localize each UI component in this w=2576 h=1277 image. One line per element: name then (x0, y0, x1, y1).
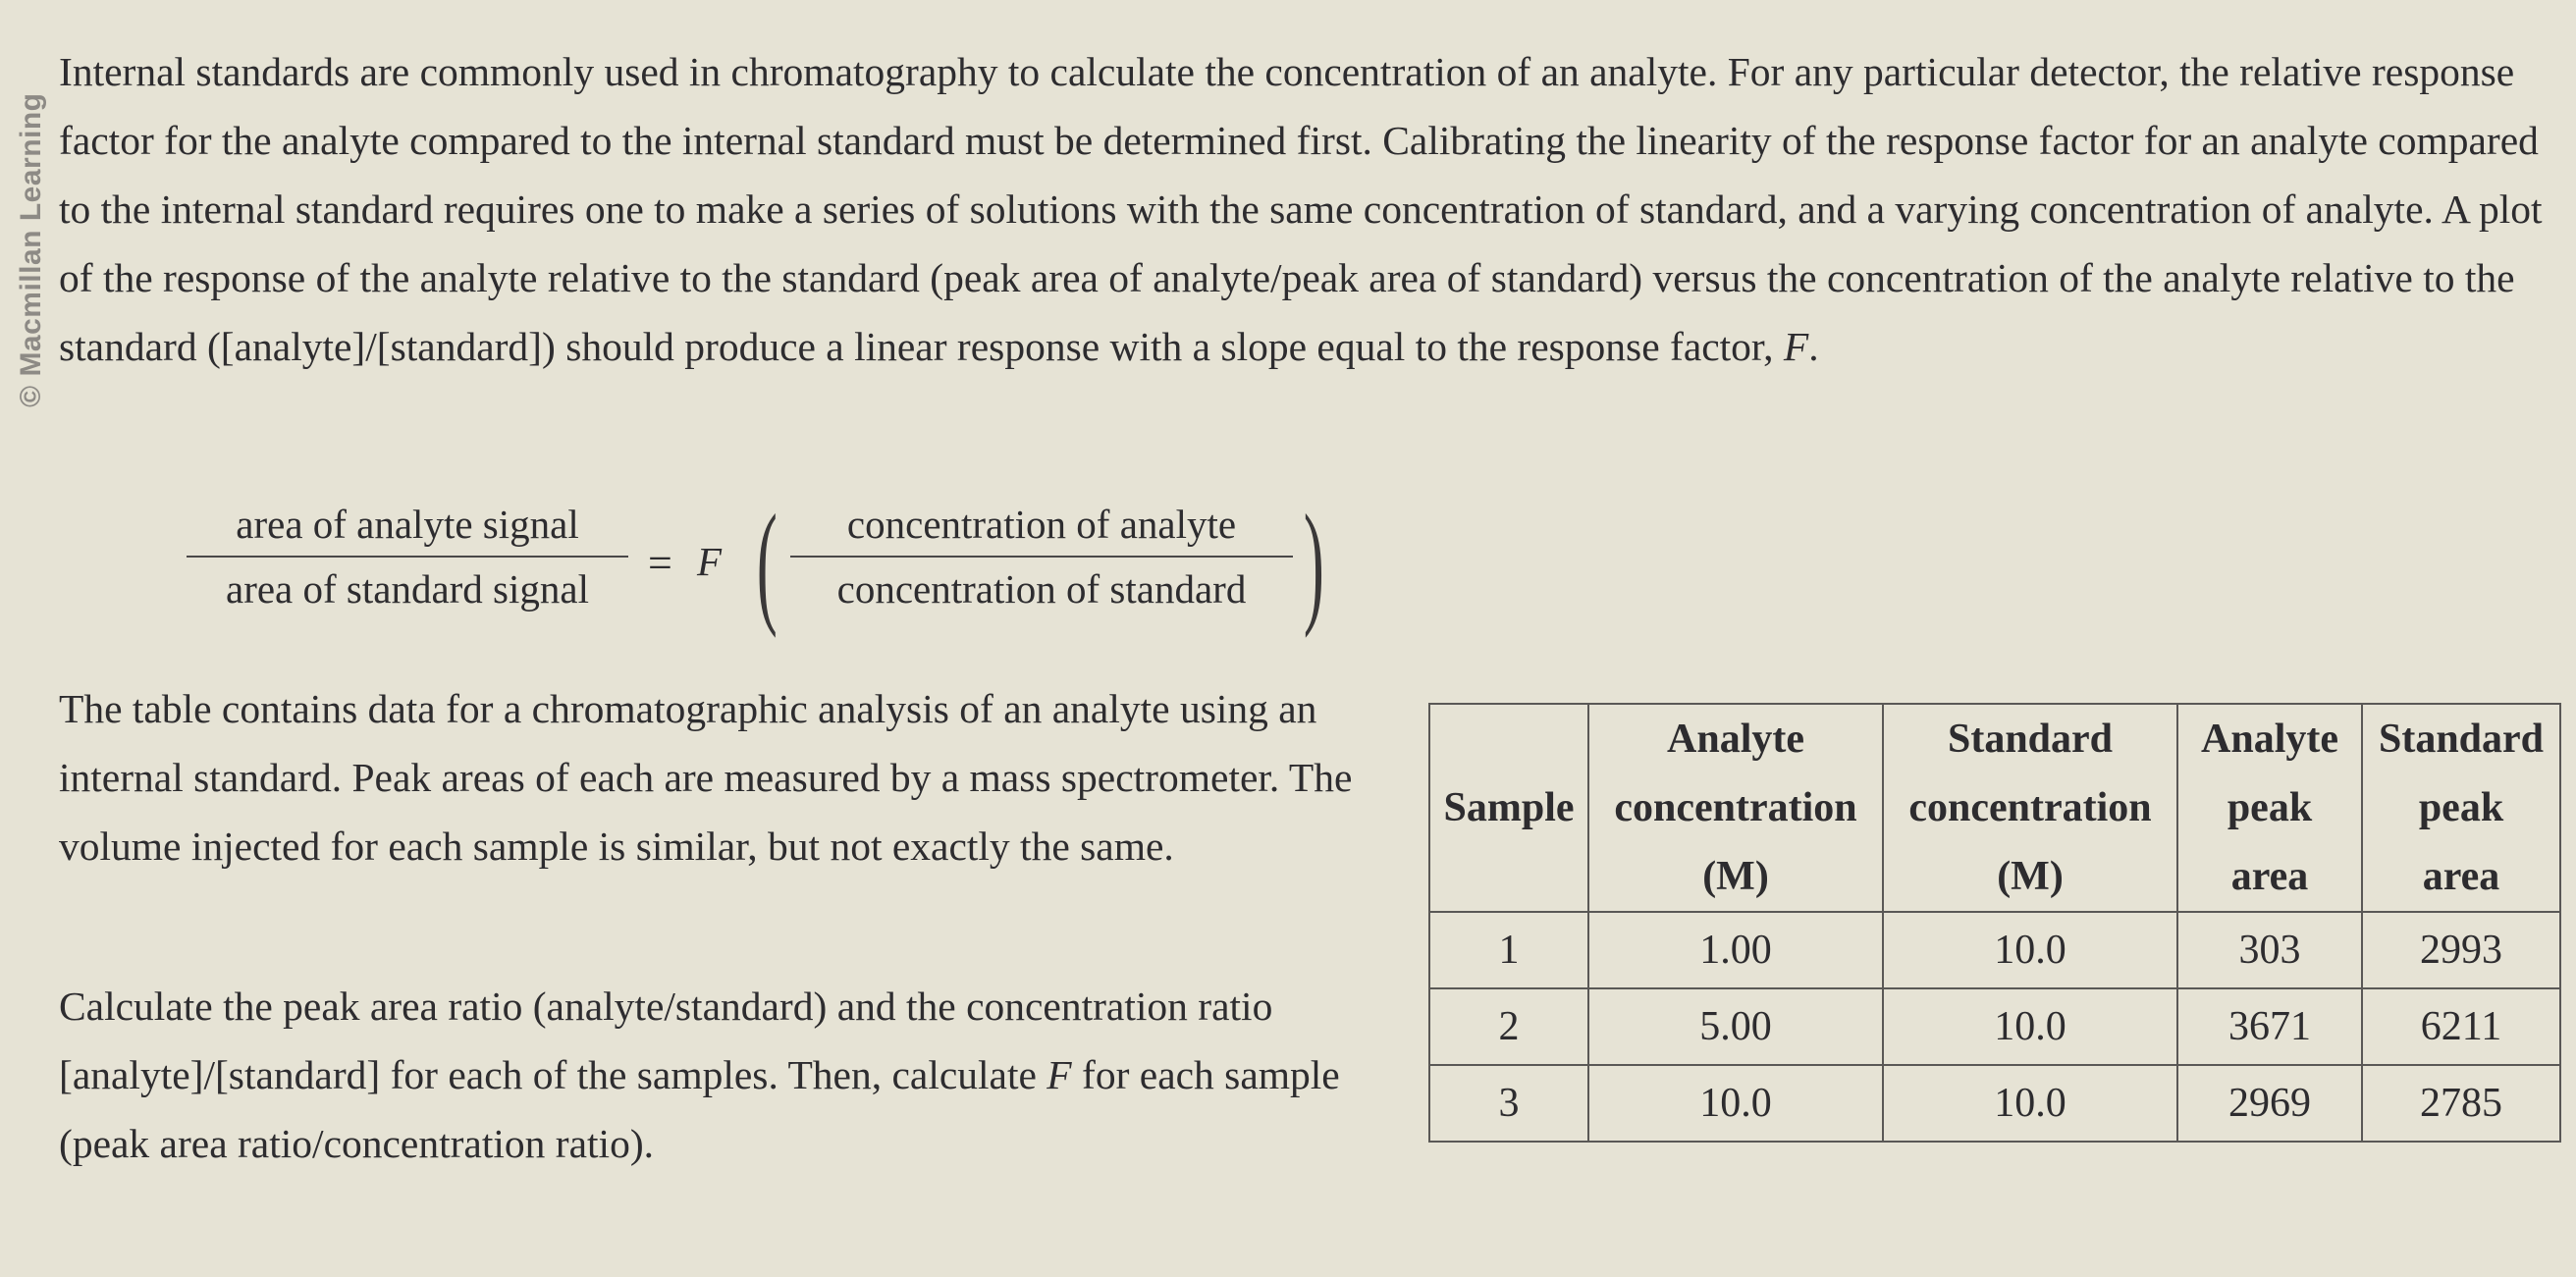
cell-analyte-concentration: 10.0 (1588, 1065, 1883, 1142)
fraction-numerator: concentration of analyte (846, 502, 1237, 547)
header-analyte-peak-area: Analyte peak area (2177, 704, 2362, 912)
cell-standard-concentration: 10.0 (1883, 988, 2177, 1065)
factor-symbol: F (1783, 324, 1809, 369)
fraction-denominator: concentration of standard (790, 556, 1293, 612)
task-instructions (59, 972, 1355, 1178)
right-parenthesis: ) (1303, 487, 1324, 639)
factor-variable: F (697, 539, 723, 584)
cell-analyte-concentration: 5.00 (1588, 988, 1883, 1065)
header-standard-peak-area: Standard peak area (2362, 704, 2560, 912)
table-header-row (1429, 704, 2560, 912)
data-table (1428, 703, 2561, 1143)
response-factor-equation (187, 487, 1365, 639)
header-standard-concentration: Standard concentration (M) (1883, 704, 2177, 912)
signal-fraction (187, 501, 628, 612)
equals-sign: = (648, 539, 672, 587)
table-row (1429, 912, 2560, 988)
copyright-label: © Macmillan Learning (15, 92, 47, 407)
cell-standard-concentration: 10.0 (1883, 912, 2177, 988)
cell-standard-concentration: 10.0 (1883, 1065, 2177, 1142)
table-description: The table contains data for a chromatographic analysis of an analyte using an internal standard. Peak areas of each are measured by a mass spectrometer. The volume injected for each sample is similar, but not exactly the same. (59, 686, 1353, 869)
fraction-denominator: area of standard signal (187, 556, 628, 612)
cell-analyte-peak-area: 303 (2177, 912, 2362, 988)
cell-sample: 2 (1429, 988, 1588, 1065)
fraction-numerator: area of analyte signal (236, 502, 579, 547)
concentration-fraction (790, 501, 1293, 612)
cell-sample: 1 (1429, 912, 1588, 988)
cell-analyte-peak-area: 2969 (2177, 1065, 2362, 1142)
intro-paragraph (59, 37, 2543, 381)
instructions-text-end: for each sample (peak area ratio/concentration ratio). (59, 1052, 1340, 1166)
cell-standard-peak-area: 6211 (2362, 988, 2560, 1065)
header-analyte-concentration: Analyte concentration (M) (1588, 704, 1883, 912)
left-parenthesis: ( (756, 487, 778, 639)
header-sample: Sample (1429, 704, 1588, 912)
cell-standard-peak-area: 2785 (2362, 1065, 2560, 1142)
table-row (1429, 1065, 2560, 1142)
cell-analyte-peak-area: 3671 (2177, 988, 2362, 1065)
instructions-text: Calculate the peak area ratio (analyte/standard) and the concentration ratio [analyte]/[standard] for each of the samples. Then, calculate (59, 984, 1273, 1097)
factor-symbol: F (1046, 1052, 1072, 1097)
cell-analyte-concentration: 1.00 (1588, 912, 1883, 988)
cell-sample: 3 (1429, 1065, 1588, 1142)
cell-standard-peak-area: 2993 (2362, 912, 2560, 988)
intro-end: . (1808, 324, 1819, 369)
table-row (1429, 988, 2560, 1065)
intro-text: Internal standards are commonly used in chromatography to calculate the concentration of an analyte. For any particular detector, the relative response factor for the analyte compared to the internal standard must be determined first. Calibrating the linearity of the response factor for an analyte compared to the internal standard requires one to make a series of solutions with the same concentration of standard, and a varying concentration of analyte. A plot of the response of the analyte relative to the standard (peak area of analyte/peak area of standard) versus the concentration of the analyte relative to the standard ([analyte]/[standard]) should produce a linear response with a slope equal to the response factor, (59, 49, 2543, 369)
